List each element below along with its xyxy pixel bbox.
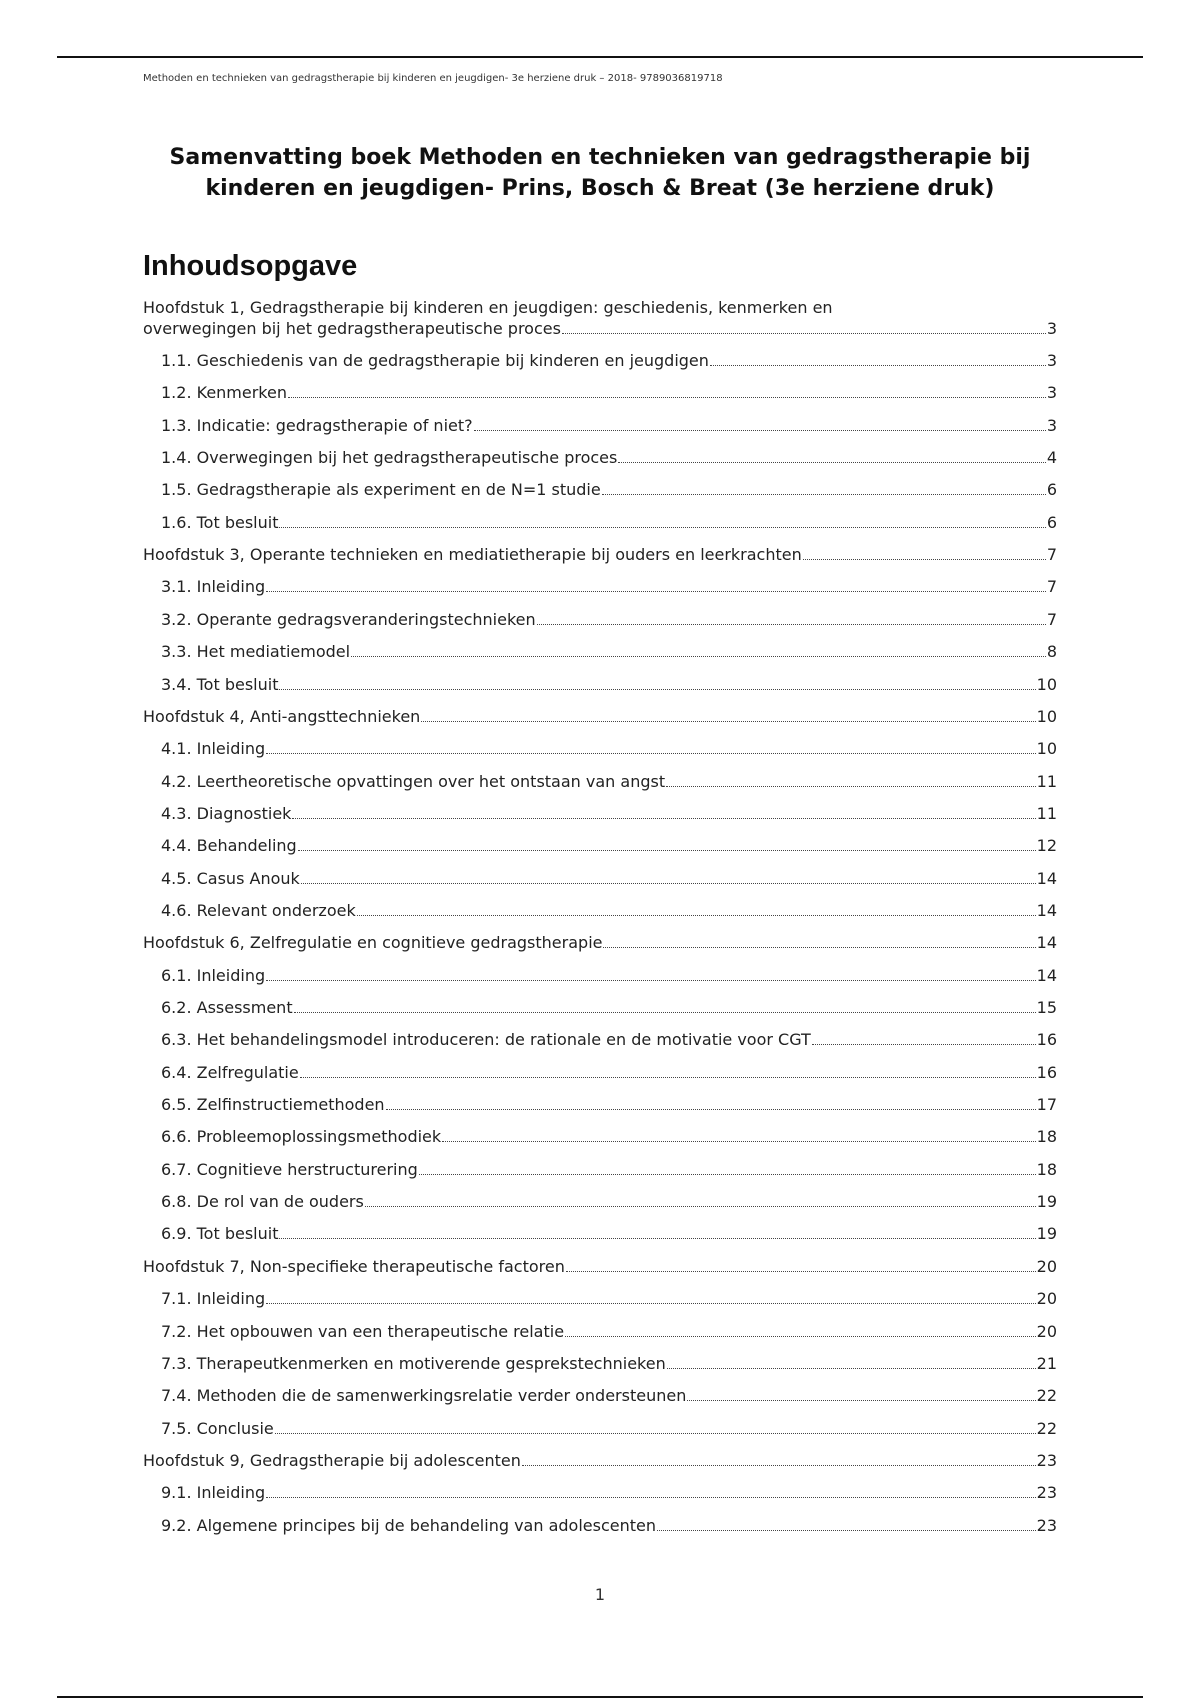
toc-entry-row [143,544,1057,565]
toc-entry[interactable] [161,771,1057,792]
toc-entry-row [161,415,1057,436]
toc-entry-page: 11 [1036,803,1057,823]
toc-entry-row [161,1385,1057,1406]
toc-entry-title: 6.6. Probleemoplossingsmethodiek [161,1127,442,1147]
toc-entry[interactable] [161,835,1057,856]
toc-entry-title: 1.6. Tot besluit [161,512,279,532]
toc-entry[interactable] [161,1353,1057,1374]
toc-entry-title: Hoofdstuk 7, Non-specifieke therapeutische factoren [143,1256,565,1276]
toc-entry-row [143,932,1057,953]
toc-entry-row [161,1321,1057,1342]
toc-entry-page: 15 [1036,998,1057,1017]
toc-dot-leader [300,1077,1036,1078]
toc-entry[interactable] [161,382,1057,403]
toc-entry[interactable] [143,932,1057,953]
toc-dot-leader [666,786,1036,787]
toc-entry-page: 11 [1036,771,1057,791]
toc-entry[interactable] [161,1062,1057,1083]
toc-dot-leader [603,947,1035,948]
toc-entry-row [161,674,1057,695]
toc-dot-leader [301,883,1036,884]
toc-entry-row [161,479,1057,500]
toc-entry[interactable] [161,738,1057,759]
toc-entry-page: 3 [1046,383,1057,403]
toc-entry[interactable] [143,544,1057,565]
toc-dot-leader [537,624,1046,625]
toc-dot-leader [292,818,1035,819]
toc-entry-title: 3.1. Inleiding [161,577,266,597]
toc-entry[interactable] [143,1256,1057,1277]
toc-entry-page: 7 [1046,577,1057,597]
toc-entry-page: 10 [1036,706,1057,726]
toc-entry-page: 23 [1036,1450,1057,1470]
toc-heading: Inhoudsopgave [143,250,358,282]
toc-entry[interactable] [161,1385,1057,1406]
toc-entry[interactable] [143,1450,1057,1471]
toc-entry[interactable] [161,576,1057,597]
toc-entry-title: 7.5. Conclusie [161,1418,274,1438]
toc-entry-row [161,1353,1057,1374]
toc-entry-row [161,1159,1057,1180]
toc-entry-row [161,965,1057,986]
document-title: Samenvatting boek Methoden en technieken van gedragstherapie bij kinderen en jeugdigen- Prins, Bosch & Breat (3e herziene druk) [169,145,1031,201]
toc-entry-page: 4 [1046,448,1057,468]
toc-dot-leader [812,1044,1036,1045]
toc-entry[interactable] [161,803,1057,824]
toc-entry-row [161,382,1057,403]
toc-entry[interactable] [161,1418,1057,1439]
toc-entry-page: 18 [1036,1127,1057,1147]
running-header: Methoden en technieken van gedragstherapie bij kinderen en jeugdigen- 3e herziene druk – 2018- 9789036819718 [143,73,723,84]
toc-entry-page: 19 [1036,1224,1057,1244]
toc-dot-leader [279,527,1045,528]
toc-dot-leader [275,1433,1036,1434]
toc-entry-row [143,1256,1057,1277]
toc-entry-row [161,997,1057,1018]
toc-entry-title: 3.4. Tot besluit [161,674,279,694]
toc-entry[interactable] [161,479,1057,500]
toc-entry-title: 4.5. Casus Anouk [161,868,300,888]
toc-entry-title: 1.3. Indicatie: gedragstherapie of niet? [161,415,473,435]
toc-entry-page: 7 [1046,545,1057,565]
toc-entry-row [143,318,1057,339]
toc-entry[interactable] [161,868,1057,889]
toc-entry-page: 12 [1036,836,1057,856]
toc-entry-page: 19 [1036,1192,1057,1212]
toc-entry-page: 14 [1036,868,1057,888]
toc-entry-title: 7.2. Het opbouwen van een therapeutische relatie [161,1321,565,1341]
toc-entry-title: Hoofdstuk 9, Gedragstherapie bij adolescenten [143,1450,521,1470]
toc-dot-leader [266,1303,1036,1304]
toc-dot-leader [279,1238,1035,1239]
top-rule [57,56,1143,58]
toc-dot-leader [562,333,1046,334]
toc-dot-leader [419,1174,1036,1175]
bottom-rule [57,1696,1143,1698]
toc-entry[interactable] [161,609,1057,630]
toc-dot-leader [294,1012,1036,1013]
toc-entry-page: 14 [1036,900,1057,920]
toc-entry-title: 9.2. Algemene principes bij de behandeling van adolescenten [161,1515,656,1535]
toc-entry-page: 22 [1036,1418,1057,1438]
toc-entry-page: 21 [1036,1353,1057,1373]
toc-entry-row [161,1126,1057,1147]
toc-entry-row [143,706,1057,727]
toc-entry[interactable] [161,641,1057,662]
toc-entry-row [161,900,1057,921]
toc-entry-title: 6.4. Zelfregulatie [161,1062,299,1082]
toc-entry[interactable] [161,1126,1057,1147]
toc-entry-title: 1.5. Gedragstherapie als experiment en de N=1 studie [161,480,601,500]
toc-entry-title: 6.5. Zelfinstructiemethoden [161,1095,385,1115]
toc-entry[interactable] [161,1482,1057,1503]
toc-entry-title: 7.3. Therapeutkenmerken en motiverende gesprekstechnieken [161,1353,666,1373]
toc-entry-row [161,835,1057,856]
toc-entry-title: 3.2. Operante gedragsveranderingstechnieken [161,609,536,629]
toc-entry-title: 4.3. Diagnostiek [161,803,292,823]
toc-entry-page: 20 [1036,1256,1057,1276]
toc-entry-row [161,576,1057,597]
toc-entry[interactable] [161,997,1057,1018]
toc-entry[interactable] [161,1191,1057,1212]
toc-entry-row [161,1515,1057,1536]
toc-entry-page: 14 [1036,933,1057,953]
toc-entry-title: 7.4. Methoden die de samenwerkingsrelatie verder ondersteunen [161,1386,687,1406]
toc-entry[interactable] [143,297,1057,339]
toc-dot-leader [565,1336,1036,1337]
toc-entry-page: 10 [1036,674,1057,694]
toc-entry[interactable] [161,447,1057,468]
toc-entry-title: Hoofdstuk 6, Zelfregulatie en cognitieve gedragstherapie [143,933,603,953]
toc-entry-page: 6 [1046,480,1057,500]
toc-entry[interactable] [161,1223,1057,1244]
toc-entry-title: 6.9. Tot besluit [161,1224,279,1244]
toc-entry[interactable] [161,1288,1057,1309]
toc-dot-leader [351,656,1046,657]
toc-entry-page: 16 [1036,1030,1057,1050]
toc-entry-page: 18 [1036,1159,1057,1179]
toc-entry-title: 4.4. Behandeling [161,836,297,856]
toc-entry-title: 3.3. Het mediatiemodel [161,642,351,662]
toc-dot-leader [266,753,1036,754]
toc-entry-title: 6.1. Inleiding [161,965,266,985]
toc-dot-leader [266,980,1036,981]
toc-entry-title: Hoofdstuk 4, Anti-angsttechnieken [143,706,421,726]
toc-entry-title: 1.1. Geschiedenis van de gedragstherapie bij kinderen en jeugdigen [161,351,709,370]
toc-entry-title: 6.2. Assessment [161,998,293,1017]
toc-entry-title: 4.2. Leertheoretische opvattingen over het ontstaan van angst [161,771,666,791]
toc-entry[interactable] [161,965,1057,986]
toc-dot-leader [386,1109,1036,1110]
toc-dot-leader [279,689,1035,690]
toc-entry-page: 6 [1046,512,1057,532]
toc-entry-row [161,1482,1057,1503]
toc-entry-row [161,512,1057,533]
toc-entry-row [161,641,1057,662]
toc-dot-leader [442,1141,1035,1142]
toc-entry-title: 9.1. Inleiding [161,1483,266,1503]
toc-dot-leader [522,1465,1036,1466]
toc-entry-page: 17 [1036,1095,1057,1115]
toc-dot-leader [357,915,1036,916]
page-number: 1 [594,1585,606,1604]
toc-entry-title: 7.1. Inleiding [161,1289,266,1309]
toc-entry-page: 16 [1036,1062,1057,1082]
toc-entry-title: 1.4. Overwegingen bij het gedragstherapeutische proces [161,448,618,468]
toc-entry-page: 8 [1046,642,1057,662]
toc-dot-leader [266,591,1046,592]
toc-entry[interactable] [161,415,1057,436]
toc-entry[interactable] [161,512,1057,533]
toc-entry-row [161,868,1057,889]
toc-entry-page: 22 [1036,1386,1057,1406]
toc-entry-row [161,609,1057,630]
toc-dot-leader [421,721,1035,722]
toc-dot-leader [288,397,1046,398]
toc-entry-row [161,447,1057,468]
toc-entry-page: 14 [1036,965,1057,985]
toc-entry-row [161,1288,1057,1309]
toc-entry-row [143,1450,1057,1471]
toc-entry-title: 1.2. Kenmerken [161,383,287,403]
toc-entry[interactable] [161,1515,1057,1536]
toc-entry[interactable] [161,350,1057,371]
toc-entry[interactable] [161,1321,1057,1342]
toc-entry-row [161,1029,1057,1050]
toc-entry-row [161,1094,1057,1115]
toc-entry-title-line: Hoofdstuk 1, Gedragstherapie bij kinderen en jeugdigen: geschiedenis, kenmerken en [143,298,833,317]
toc-entry-row [161,738,1057,759]
toc-entry-page: 20 [1036,1289,1057,1309]
toc-entry-row [161,1223,1057,1244]
toc-dot-leader [687,1400,1035,1401]
toc-entry-row [161,1062,1057,1083]
toc-entry-title: 6.3. Het behandelingsmodel introduceren: de rationale en de motivatie voor CGT [161,1030,811,1050]
toc-dot-leader [657,1530,1036,1531]
toc-dot-leader [667,1368,1036,1369]
toc-entry-row [161,350,1057,371]
toc-entry-page: 3 [1046,415,1057,435]
toc-entry-row [161,803,1057,824]
toc-entry[interactable] [161,900,1057,921]
toc-entry-page: 3 [1046,351,1057,370]
toc-entry-page: 10 [1036,739,1057,759]
toc-entry-title: 6.8. De rol van de ouders [161,1192,364,1212]
toc-entry-row [161,1418,1057,1439]
toc-dot-leader [602,494,1046,495]
toc-entry-title: Hoofdstuk 3, Operante technieken en mediatietherapie bij ouders en leerkrachten [143,545,802,565]
toc-dot-leader [803,559,1046,560]
toc-dot-leader [710,365,1046,366]
toc-entry[interactable] [161,1094,1057,1115]
toc-dot-leader [566,1271,1036,1272]
toc-dot-leader [474,430,1046,431]
toc-entry[interactable] [161,674,1057,695]
toc-entry-page: 3 [1046,319,1057,338]
toc-entry[interactable] [161,1029,1057,1050]
toc-entry-title: 4.1. Inleiding [161,739,266,759]
toc-entry-row [161,771,1057,792]
toc-entry-title: 6.7. Cognitieve herstructurering [161,1159,418,1179]
toc-entry-page: 23 [1036,1483,1057,1503]
toc-dot-leader [298,850,1036,851]
toc-entry[interactable] [143,706,1057,727]
toc-entry-page: 20 [1036,1321,1057,1341]
toc-dot-leader [618,462,1045,463]
toc-entry-title: overwegingen bij het gedragstherapeutische proces [143,319,561,338]
toc-entry-page: 7 [1046,609,1057,629]
toc-dot-leader [365,1206,1036,1207]
toc-dot-leader [266,1497,1036,1498]
toc-entry-title: 4.6. Relevant onderzoek [161,900,356,920]
toc-entry[interactable] [161,1159,1057,1180]
toc-entry-row [161,1191,1057,1212]
toc-entry-page: 23 [1036,1515,1057,1535]
